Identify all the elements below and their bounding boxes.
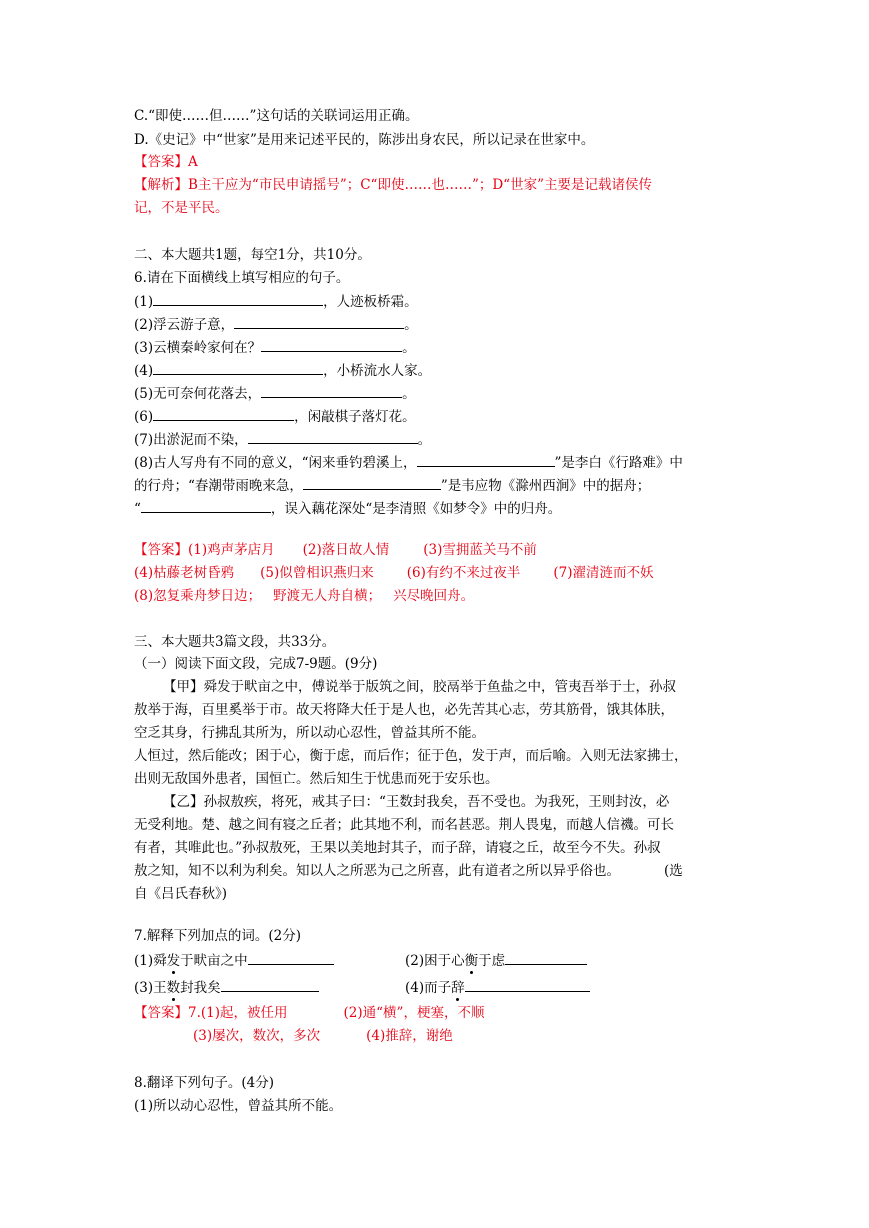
analysis-q5-line2: 记，不是平民。 [134, 200, 229, 216]
q6-item-6: (6) ，闲敲棋子落灯花。 [134, 406, 416, 426]
answer-blank[interactable] [465, 977, 590, 992]
q7-item-4: (4)而子辞 [405, 977, 590, 998]
answer-blank[interactable] [234, 314, 404, 329]
answer-blank[interactable] [417, 452, 555, 467]
passage-jia-line5: 出则无敌国外患者，国恒亡。然后知生于忧患而死于安乐也。 [134, 771, 499, 787]
answer-blank[interactable] [153, 291, 323, 306]
section3-heading: 三、本大题共3篇文段，共33分。 [134, 634, 336, 650]
q7-item-2: (2)困于心衡于虑 [405, 950, 587, 971]
q6-item-2: (2)浮云游子意， 。 [134, 314, 418, 334]
answer-blank[interactable] [505, 950, 587, 965]
answers-q6-row3: (8)忽复乘舟梦日边； 野渡无人舟自横； 兴尽晚回舟。 [134, 588, 475, 604]
q6-item-8-line1: (8)古人写舟有不同的意义，“闲来垂钓碧溪上， ”是李白《行路难》中 [134, 452, 683, 472]
q7-answer-row1: 【答案】7.(1)起，被任用 (2)通“横”，梗塞，不顺 [134, 1005, 485, 1021]
answers-q6-row1: 【答案】(1)鸡声茅店月 (2)落日故人情 (3)雪拥蓝关马不前 [134, 542, 537, 558]
answer-blank[interactable] [141, 498, 271, 513]
answer-blank[interactable] [261, 383, 402, 398]
passage-yi-source: 自《吕氏春秋》) [134, 886, 228, 902]
passage-yi-line3: 有者，其唯此也。”孙叔敖死，王果以美地封其子，而子辞，请寝之丘，故至今不失。孙叔 [134, 840, 661, 856]
q7-answer-row2: (3)屡次，数次，多次 (4)推辞，谢绝 [193, 1028, 453, 1044]
q7-item-3: (3)王数封我矣 [134, 977, 319, 997]
option-d: D.《史记》中“世家”是用来记述平民的，陈涉出身农民，所以记录在世家中。 [134, 132, 595, 148]
analysis-q5-line1: 【解析】B主干应为“市民申请摇号”；C“即使……也……”；D“世家”主要是记载诸侯传 [134, 177, 652, 193]
q7-item-1: (1)舜发于畎亩之中 [134, 950, 334, 970]
section3-sub1: （一）阅读下面文段，完成7-9题。(9分) [134, 656, 378, 672]
answers-q6-row2: (4)枯藤老树昏鸦 (5)似曾相识燕归来 (6)有约不来过夜半 (7)濯清涟而不妖 [134, 565, 654, 581]
q7-title: 7.解释下列加点的词。(2分) [134, 928, 302, 944]
q8-title: 8.翻译下列句子。(4分) [134, 1075, 275, 1091]
answer-blank[interactable] [303, 475, 441, 490]
answer-blank[interactable] [248, 429, 418, 444]
q6-item-7: (7)出淤泥而不染， 。 [134, 429, 431, 449]
answer-blank[interactable] [153, 360, 323, 375]
passage-yi-line4: 敖之知，知不以利为利矣。知以人之所恶为己之所喜，此有道者之所以异乎俗也。 (选 [134, 863, 683, 879]
passage-yi-line1: 【乙】孙叔敖疾，将死，戒其子曰：“王数封我矣，吾不受也。为我死，王则封汝，必 [163, 794, 670, 810]
answer-blank[interactable] [153, 406, 294, 421]
answer-blank[interactable] [248, 950, 334, 965]
q6-item-4: (4) ，小桥流水人家。 [134, 360, 431, 380]
q6-item-1: (1) ，人迹板桥霜。 [134, 291, 418, 311]
q6-item-8-line3: “ ，误入藕花深处“是李清照《如梦令》中的归舟。 [134, 498, 561, 518]
passage-yi-line2: 无受利地。楚、越之间有寝之丘者；此其地不利，而名甚恶。荆人畏鬼，而越人信禨。可长 [134, 817, 674, 833]
passage-jia-line4: 人恒过，然后能改；困于心，衡于虑，而后作；征于色，发于声，而后喻。入则无法家拂士， [134, 748, 688, 764]
answer-q5: 【答案】A [134, 154, 198, 170]
q6-item-3: (3)云横秦岭家何在？ 。 [134, 337, 416, 357]
answer-blank[interactable] [261, 337, 402, 352]
section2-heading: 二、本大题共1题，每空1分，共10分。 [134, 247, 371, 263]
q8-item-1: (1)所以动心忍性，曾益其所不能。 [134, 1098, 343, 1114]
q6-item-5: (5)无可奈何花落去， 。 [134, 383, 416, 403]
answer-blank[interactable] [221, 977, 319, 992]
q6-prompt: 6.请在下面横线上填写相应的句子。 [134, 270, 350, 286]
passage-jia-line2: 敖举于海，百里奚举于市。故天将降大任于是人也，必先苦其心志，劳其筋骨，饿其体肤， [134, 702, 674, 718]
option-c: C.“即使……但……”这句话的关联词运用正确。 [134, 108, 419, 124]
q6-item-8-line2: 的行舟；“春潮带雨晚来急， ”是韦应物《滁州西涧》中的据舟； [134, 475, 650, 495]
passage-jia-line3: 空乏其身，行拂乱其所为，所以动心忍性，曾益其所不能。 [134, 725, 485, 741]
passage-jia-line1: 【甲】舜发于畎亩之中，傅说举于版筑之间，胶鬲举于鱼盐之中，管夷吾举于士，孙叔 [163, 679, 676, 695]
